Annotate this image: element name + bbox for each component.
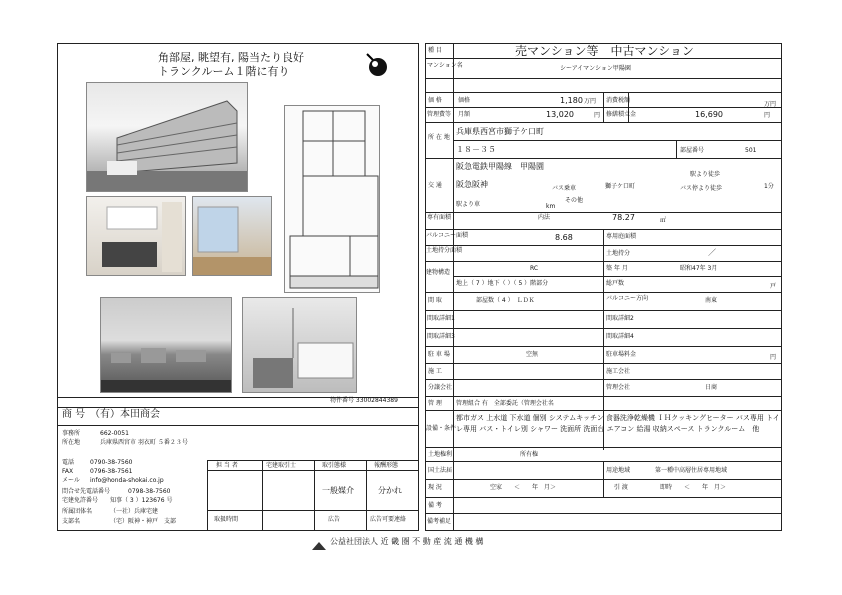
balcony-dir-label: バルコニー方向 (606, 295, 649, 302)
transport-label: 交 通 (428, 182, 442, 189)
price-value: 1,180 (560, 96, 583, 105)
sheet-title: 売マンション等 中古マンション (515, 44, 694, 58)
headline-line2: トランクルーム１階に有り (158, 65, 290, 78)
builder: 日商 (705, 384, 718, 391)
detail2-label: 間取詳細2 (606, 315, 634, 322)
license-label: 宅建免許番号 (62, 497, 99, 504)
facilities: 都市ガス 上水道 下水道 個別 システムキッチン 食器洗浄乾燥機 ＩＨクッキングヒーター バス専用 トイレ専用 バス・トイレ別 シャワー 洗面所 洗面台 エアコン 給湯 収納スペース トランクルーム 他 (456, 414, 780, 433)
other-label: その他 (565, 197, 584, 204)
parking-fee-label: 駐車場料金 (606, 351, 637, 358)
license: 知事（ 3 ）123676 号 (110, 497, 173, 504)
tax-unit: 万円 (764, 101, 777, 108)
land-share-label: 土地持分面積 (426, 247, 463, 254)
contact-header-2: 宅建取引士 (266, 462, 297, 469)
land-share-value: ／ (708, 248, 716, 257)
fax-label: FAX (62, 468, 74, 475)
status: 空家 ＜ 年 月＞ (490, 484, 557, 491)
mgmt-label: 管理費等 (427, 111, 452, 118)
layout-label: 間 取 (428, 297, 442, 304)
area: 78.27 (612, 213, 635, 222)
address: 兵庫県西宮市獅子ケ口町 (456, 127, 544, 136)
footer-logo-icon (312, 537, 326, 556)
assoc-label: 所属団体名 (62, 508, 93, 515)
bath-photo (242, 297, 357, 393)
parking-label: 駐 車 場 (428, 351, 450, 358)
mgmt-fee: 13,020 (546, 110, 574, 119)
name-label: マンション名 (427, 62, 463, 69)
building-photo (86, 82, 248, 192)
delivery-label: 引 渡 (614, 484, 628, 491)
fee-type: 分かれ (378, 486, 402, 495)
room: 501 (745, 147, 757, 154)
price-unit: 万円 (584, 98, 597, 105)
tel: 0790-38-7560 (90, 459, 133, 466)
lot: １８－３５ (456, 145, 496, 154)
hours-label: 取扱時間 (214, 516, 239, 523)
garden-label: 専用庭面積 (606, 233, 637, 240)
built-label: 築 年 月 (606, 265, 628, 272)
repair-fund: 16,690 (695, 110, 723, 119)
remarks-label: 備 考 (428, 502, 442, 509)
address-label: 所在地 (62, 439, 81, 446)
view-photo (100, 297, 232, 393)
area-sub: 内法 (538, 214, 551, 221)
layout: 部屋数（ 4 ） ＬＤＫ (476, 297, 535, 304)
fax: 0796-38-7561 (90, 468, 133, 475)
constructor-company-label: 施工会社 (606, 368, 631, 375)
company-address: 兵庫県西宮市 羽衣町 ５番２３号 (100, 439, 188, 446)
line2: 阪急阪神 (456, 180, 488, 189)
seller-label: 分譲会社 (428, 384, 453, 391)
contact-label: 問合せ先電話番号 (62, 488, 111, 495)
mail[interactable]: info@honda-shokai.co.jp (90, 477, 164, 484)
mgmt-sub: 月額 (458, 111, 471, 118)
zoning-sub: 用途地域 (606, 467, 631, 474)
facilities-label: 設備・条件 (426, 425, 457, 432)
contact-header-1: 担 当 者 (216, 462, 238, 469)
structure-label: 建物構造 (426, 269, 451, 276)
contact-tel: 0798-38-7560 (128, 488, 171, 495)
ad-label: 広告 (328, 516, 341, 523)
area-unit: ㎡ (660, 217, 667, 224)
management: 管理組合 有 全部委託（管理会社名 (456, 400, 554, 407)
location-label: 所 在 地 (428, 134, 450, 141)
bus-label: バス乗車 (552, 185, 577, 192)
pin-icon (361, 50, 391, 84)
postal: 662-0051 (100, 430, 129, 437)
parking: 空無 (526, 351, 539, 358)
walk-note: 駅より徒歩 (690, 171, 721, 178)
repair-label: 修繕積立金 (606, 111, 637, 118)
kitchen-photo (86, 196, 186, 276)
status-label: 現 況 (428, 484, 442, 491)
car-unit: km (546, 203, 556, 210)
balcony: 8.68 (555, 233, 573, 242)
cert-number: 物件番号 33002844389 (330, 397, 398, 404)
management-label: 管 理 (428, 400, 442, 407)
station-by-car: 駅より車 (456, 201, 481, 208)
detail3-label: 間取詳細3 (427, 333, 455, 340)
parking-fee-unit: 円 (770, 354, 777, 361)
branch: （宅）阪神・神戸 支部 (110, 518, 177, 525)
contact-header-4: 報酬形態 (374, 462, 399, 469)
room-photo (192, 196, 272, 276)
balcony-dir: 南東 (705, 297, 718, 304)
room-label: 部屋番号 (680, 147, 705, 154)
repair-unit: 円 (764, 112, 771, 119)
floor-plan (284, 105, 380, 293)
bus-walk-label: バス停より徒歩 (680, 185, 723, 192)
units-unit: 戸 (770, 283, 777, 290)
company-name: （有）本田商会 (90, 409, 160, 420)
land-right-label: 土地権利 (428, 451, 453, 458)
detail1-label: 間取詳細1 (427, 315, 455, 322)
branch-label: 支部名 (62, 518, 81, 525)
mgmt-unit: 円 (594, 112, 601, 119)
built: 昭和47年 3月 (680, 265, 718, 272)
zoning: 第一種中高層住居専用地域 (655, 467, 728, 474)
line1: 阪急電鉄甲陽線 甲陽園 (456, 162, 544, 171)
constructor-label: 施 工 (428, 368, 442, 375)
remarks2-label: 備考補足 (427, 518, 452, 525)
headline-line1: 角部屋, 眺望有, 陽当たり良好 (158, 51, 304, 64)
zoning-label: 国土法届 (428, 467, 453, 474)
balcony-label: バルコニー面積 (426, 232, 469, 239)
exclusive-area-label: 専有面積 (427, 214, 452, 221)
contact-header-3: 取引態様 (322, 462, 347, 469)
transaction-type: 一般媒介 (322, 486, 354, 495)
builder-label: 管理会社 (606, 384, 631, 391)
property-name: シーアイマンション甲陽園 (560, 65, 631, 72)
land-share-sub: 土地持分 (606, 250, 631, 257)
office-label: 事務所 (62, 430, 81, 437)
delivery: 即時 ＜ 年 月＞ (660, 484, 727, 491)
units-label: 総戸数 (606, 280, 625, 287)
structure: RC (530, 265, 539, 272)
bus-stop: 獅子ケ口町 (605, 183, 636, 190)
land-right: 所有権 (520, 451, 539, 458)
price-label: 価 格 (428, 97, 442, 104)
footer-org: 公益社団法人 近 畿 圏 不 動 産 流 通 機 構 (330, 537, 484, 546)
assoc: （一社）兵庫宅建 (110, 508, 159, 515)
floors: 地上（ 7 ）地下（ ）（ 5 ）階部分 (456, 280, 549, 287)
company-name-label: 商 号 (62, 409, 86, 420)
tel-label: 電話 (62, 459, 75, 466)
bus-walk: 1分 (764, 183, 774, 190)
tax-label: 消費税額 (606, 97, 631, 104)
mail-label: メール (62, 477, 80, 484)
ad-value: 広告可要連絡 (370, 516, 407, 523)
price-sub: 価格 (458, 97, 471, 104)
detail4-label: 間取詳細4 (606, 333, 634, 340)
type-label: 種 目 (428, 47, 442, 54)
